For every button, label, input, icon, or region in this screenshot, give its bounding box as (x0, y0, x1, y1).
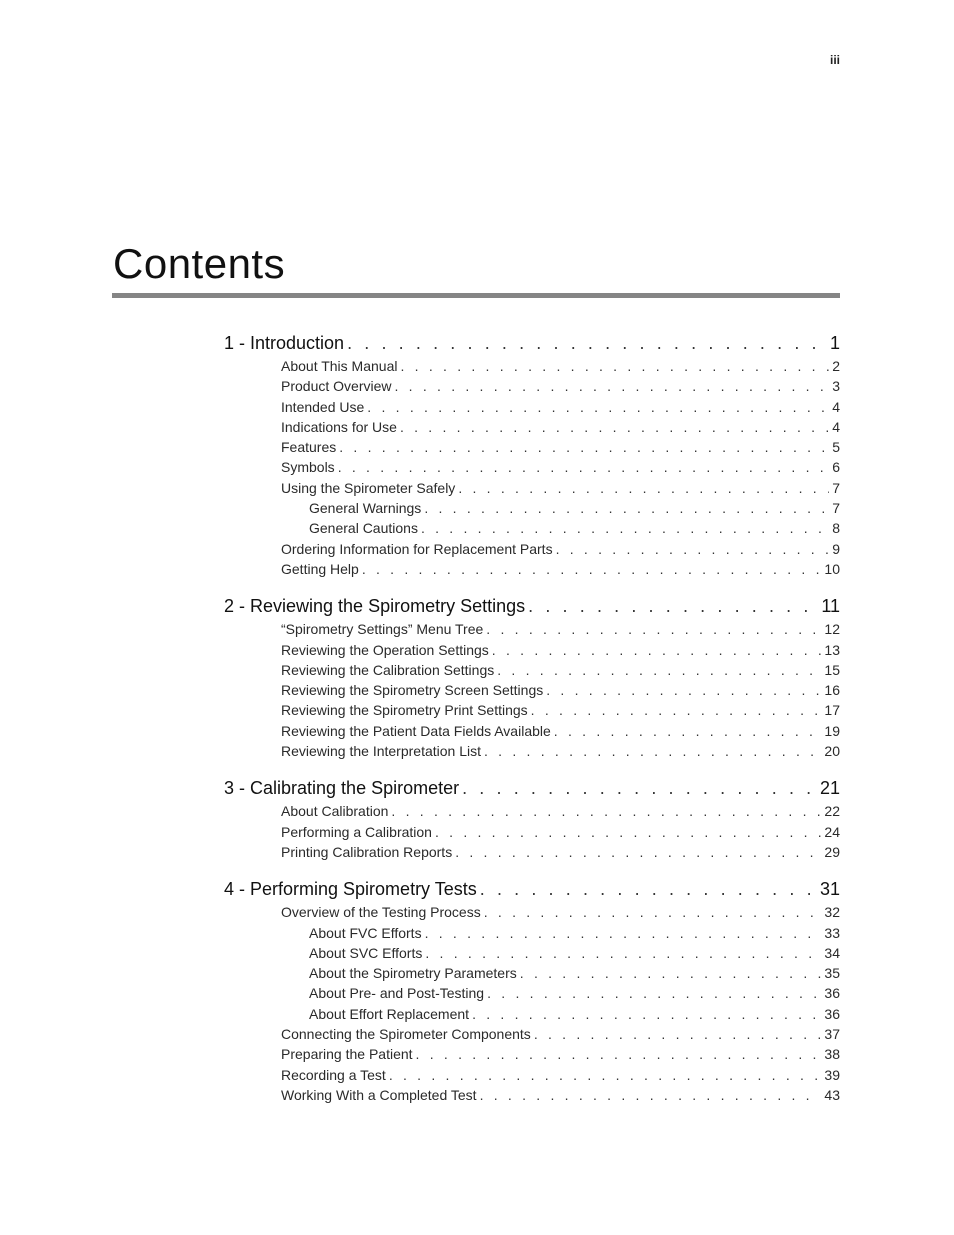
entry-title: Reviewing the Patient Data Fields Available (281, 722, 551, 739)
toc-entry[interactable] (224, 1085, 840, 1105)
entry-page-number: 9 (832, 540, 840, 557)
entry-title: Printing Calibration Reports (281, 843, 453, 860)
entry-page-number: 12 (824, 621, 840, 638)
dot-leader (554, 721, 822, 741)
dot-leader (546, 680, 821, 700)
toc-chapter-heading[interactable] (224, 330, 840, 356)
entry-title: Indications for Use (281, 418, 397, 435)
dot-leader (486, 619, 821, 639)
toc-entry[interactable] (224, 721, 840, 741)
entry-title: About This Manual (281, 358, 398, 374)
entry-page-number: 19 (824, 722, 840, 739)
toc-entry[interactable] (224, 356, 840, 376)
entry-title: About FVC Efforts (309, 924, 422, 941)
entry-page-number: 32 (824, 904, 840, 921)
entry-page-number: 43 (824, 1086, 840, 1103)
entry-title: Ordering Information for Replacement Parts (281, 540, 553, 557)
toc-entry[interactable] (224, 478, 840, 498)
dot-leader (416, 1044, 822, 1064)
toc-entry[interactable] (224, 1004, 840, 1024)
entry-title: Symbols (281, 459, 335, 476)
dot-leader (347, 330, 827, 356)
dot-leader (472, 1004, 821, 1024)
entry-page-number: 7 (832, 479, 840, 496)
chapter-page-number: 11 (821, 596, 840, 617)
entry-page-number: 7 (832, 500, 840, 517)
toc-entry[interactable] (224, 417, 840, 437)
toc-entry[interactable] (224, 559, 840, 579)
entry-title: About SVC Efforts (309, 944, 423, 961)
toc-entry[interactable] (224, 700, 840, 720)
toc-entry[interactable] (224, 963, 840, 983)
toc-chapter (224, 330, 840, 579)
entry-title: About the Spirometry Parameters (309, 965, 517, 982)
chapter-title: 3 - Calibrating the Spirometer (224, 778, 460, 799)
dot-leader (534, 1024, 822, 1044)
toc-chapter-heading[interactable] (224, 876, 840, 902)
toc-entry[interactable] (224, 801, 840, 821)
chapter-page-number: 21 (819, 778, 840, 799)
chapter-page-number: 1 (829, 333, 840, 353)
entry-title: Recording a Test (281, 1066, 386, 1083)
table-of-contents (224, 330, 840, 1119)
dot-leader (497, 660, 821, 680)
toc-entry[interactable] (224, 842, 840, 862)
entry-title: General Cautions (309, 520, 418, 537)
toc-entry[interactable] (224, 376, 840, 396)
entry-title: Performing a Calibration (281, 823, 432, 840)
toc-entry[interactable] (224, 1065, 840, 1085)
entry-title: General Warnings (309, 500, 422, 517)
dot-leader (367, 397, 829, 417)
entry-page-number: 39 (824, 1066, 840, 1083)
toc-chapter (224, 593, 840, 761)
entry-page-number: 20 (824, 743, 840, 760)
entry-title: About Pre- and Post-Testing (309, 985, 485, 1002)
entry-page-number: 2 (832, 358, 840, 374)
toc-entry[interactable] (224, 822, 840, 842)
dot-leader (492, 640, 822, 660)
entry-page-number: 34 (824, 944, 840, 961)
toc-entry[interactable] (224, 923, 840, 943)
entry-title: Overview of the Testing Process (281, 904, 481, 921)
entry-page-number: 37 (824, 1026, 840, 1043)
entry-title: Working With a Completed Test (281, 1086, 477, 1103)
entry-title: Using the Spirometer Safely (281, 479, 456, 496)
dot-leader (389, 1065, 822, 1085)
dot-leader (435, 822, 821, 842)
entry-page-number: 24 (824, 823, 840, 840)
toc-chapter-heading[interactable] (224, 775, 840, 801)
entry-page-number: 5 (832, 439, 840, 456)
entry-title: Reviewing the Spirometry Screen Settings (281, 682, 544, 699)
dot-leader (480, 876, 817, 902)
toc-chapter-heading[interactable] (224, 593, 840, 619)
toc-entry[interactable] (224, 943, 840, 963)
toc-entry[interactable] (224, 498, 840, 518)
chapter-title: 1 - Introduction (224, 333, 345, 353)
toc-entry[interactable] (224, 539, 840, 559)
dot-leader (556, 539, 830, 559)
entry-page-number: 35 (824, 965, 840, 982)
page-number: iii (829, 53, 840, 67)
toc-entry[interactable] (224, 680, 840, 700)
toc-chapter (224, 876, 840, 1105)
entry-title: Reviewing the Calibration Settings (281, 661, 495, 678)
entry-page-number: 36 (824, 985, 840, 1002)
dot-leader (424, 498, 829, 518)
entry-page-number: 6 (832, 459, 840, 476)
dot-leader (421, 518, 829, 538)
dot-leader (391, 801, 821, 821)
entry-title: About Calibration (281, 803, 389, 820)
toc-entry[interactable] (224, 1024, 840, 1044)
page-title: Contents (113, 240, 286, 287)
entry-title: Reviewing the Operation Settings (281, 641, 489, 658)
dot-leader (338, 457, 830, 477)
dot-leader (531, 700, 822, 720)
entry-page-number: 29 (824, 843, 840, 860)
entry-page-number: 36 (824, 1005, 840, 1022)
chapter-title: 2 - Reviewing the Spirometry Settings (224, 596, 526, 617)
dot-leader (339, 437, 829, 457)
toc-entry[interactable] (224, 437, 840, 457)
toc-entry[interactable] (224, 983, 840, 1003)
dot-leader (520, 963, 822, 983)
dot-leader (362, 559, 822, 579)
dot-leader (400, 417, 829, 437)
dot-leader (484, 741, 821, 761)
entry-page-number: 10 (824, 560, 840, 577)
toc-entry[interactable] (224, 741, 840, 761)
toc-entry[interactable] (224, 518, 840, 538)
toc-entry[interactable] (224, 457, 840, 477)
entry-title: Product Overview (281, 378, 392, 395)
entry-page-number: 16 (824, 682, 840, 699)
entry-title: “Spirometry Settings” Menu Tree (281, 621, 484, 638)
toc-entry[interactable] (224, 640, 840, 660)
entry-page-number: 4 (832, 398, 840, 415)
toc-chapter (224, 775, 840, 862)
toc-entry[interactable] (224, 902, 840, 922)
dot-leader (425, 923, 822, 943)
dot-leader (458, 478, 829, 498)
entry-page-number: 15 (824, 661, 840, 678)
entry-title: Connecting the Spirometer Components (281, 1026, 531, 1043)
entry-title: Reviewing the Interpretation List (281, 743, 481, 760)
entry-page-number: 33 (824, 924, 840, 941)
dot-leader (528, 593, 818, 619)
chapter-page-number: 31 (819, 879, 840, 900)
entry-title: Features (281, 439, 337, 456)
entry-page-number: 38 (824, 1046, 840, 1063)
dot-leader (487, 983, 821, 1003)
toc-entry[interactable] (224, 619, 840, 639)
entry-title: About Effort Replacement (309, 1005, 470, 1022)
entry-title: Reviewing the Spirometry Print Settings (281, 702, 528, 719)
dot-leader (394, 376, 829, 396)
dot-leader (462, 775, 817, 801)
chapter-title: 4 - Performing Spirometry Tests (224, 879, 477, 900)
dot-leader (484, 902, 822, 922)
entry-page-number: 3 (832, 378, 840, 395)
entry-page-number: 22 (824, 803, 840, 820)
dot-leader (425, 943, 821, 963)
title-rule (112, 293, 840, 298)
dot-leader (455, 842, 821, 862)
entry-title: Intended Use (281, 398, 365, 415)
toc-entry[interactable] (224, 397, 840, 417)
dot-leader (480, 1085, 822, 1105)
entry-title: Preparing the Patient (281, 1046, 413, 1063)
entry-page-number: 13 (824, 641, 840, 658)
dot-leader (400, 356, 829, 376)
toc-entry[interactable] (224, 660, 840, 680)
entry-page-number: 8 (832, 520, 840, 537)
entry-page-number: 17 (824, 702, 840, 719)
entry-title: Getting Help (281, 560, 359, 577)
entry-page-number: 4 (832, 418, 840, 435)
toc-entry[interactable] (224, 1044, 840, 1064)
